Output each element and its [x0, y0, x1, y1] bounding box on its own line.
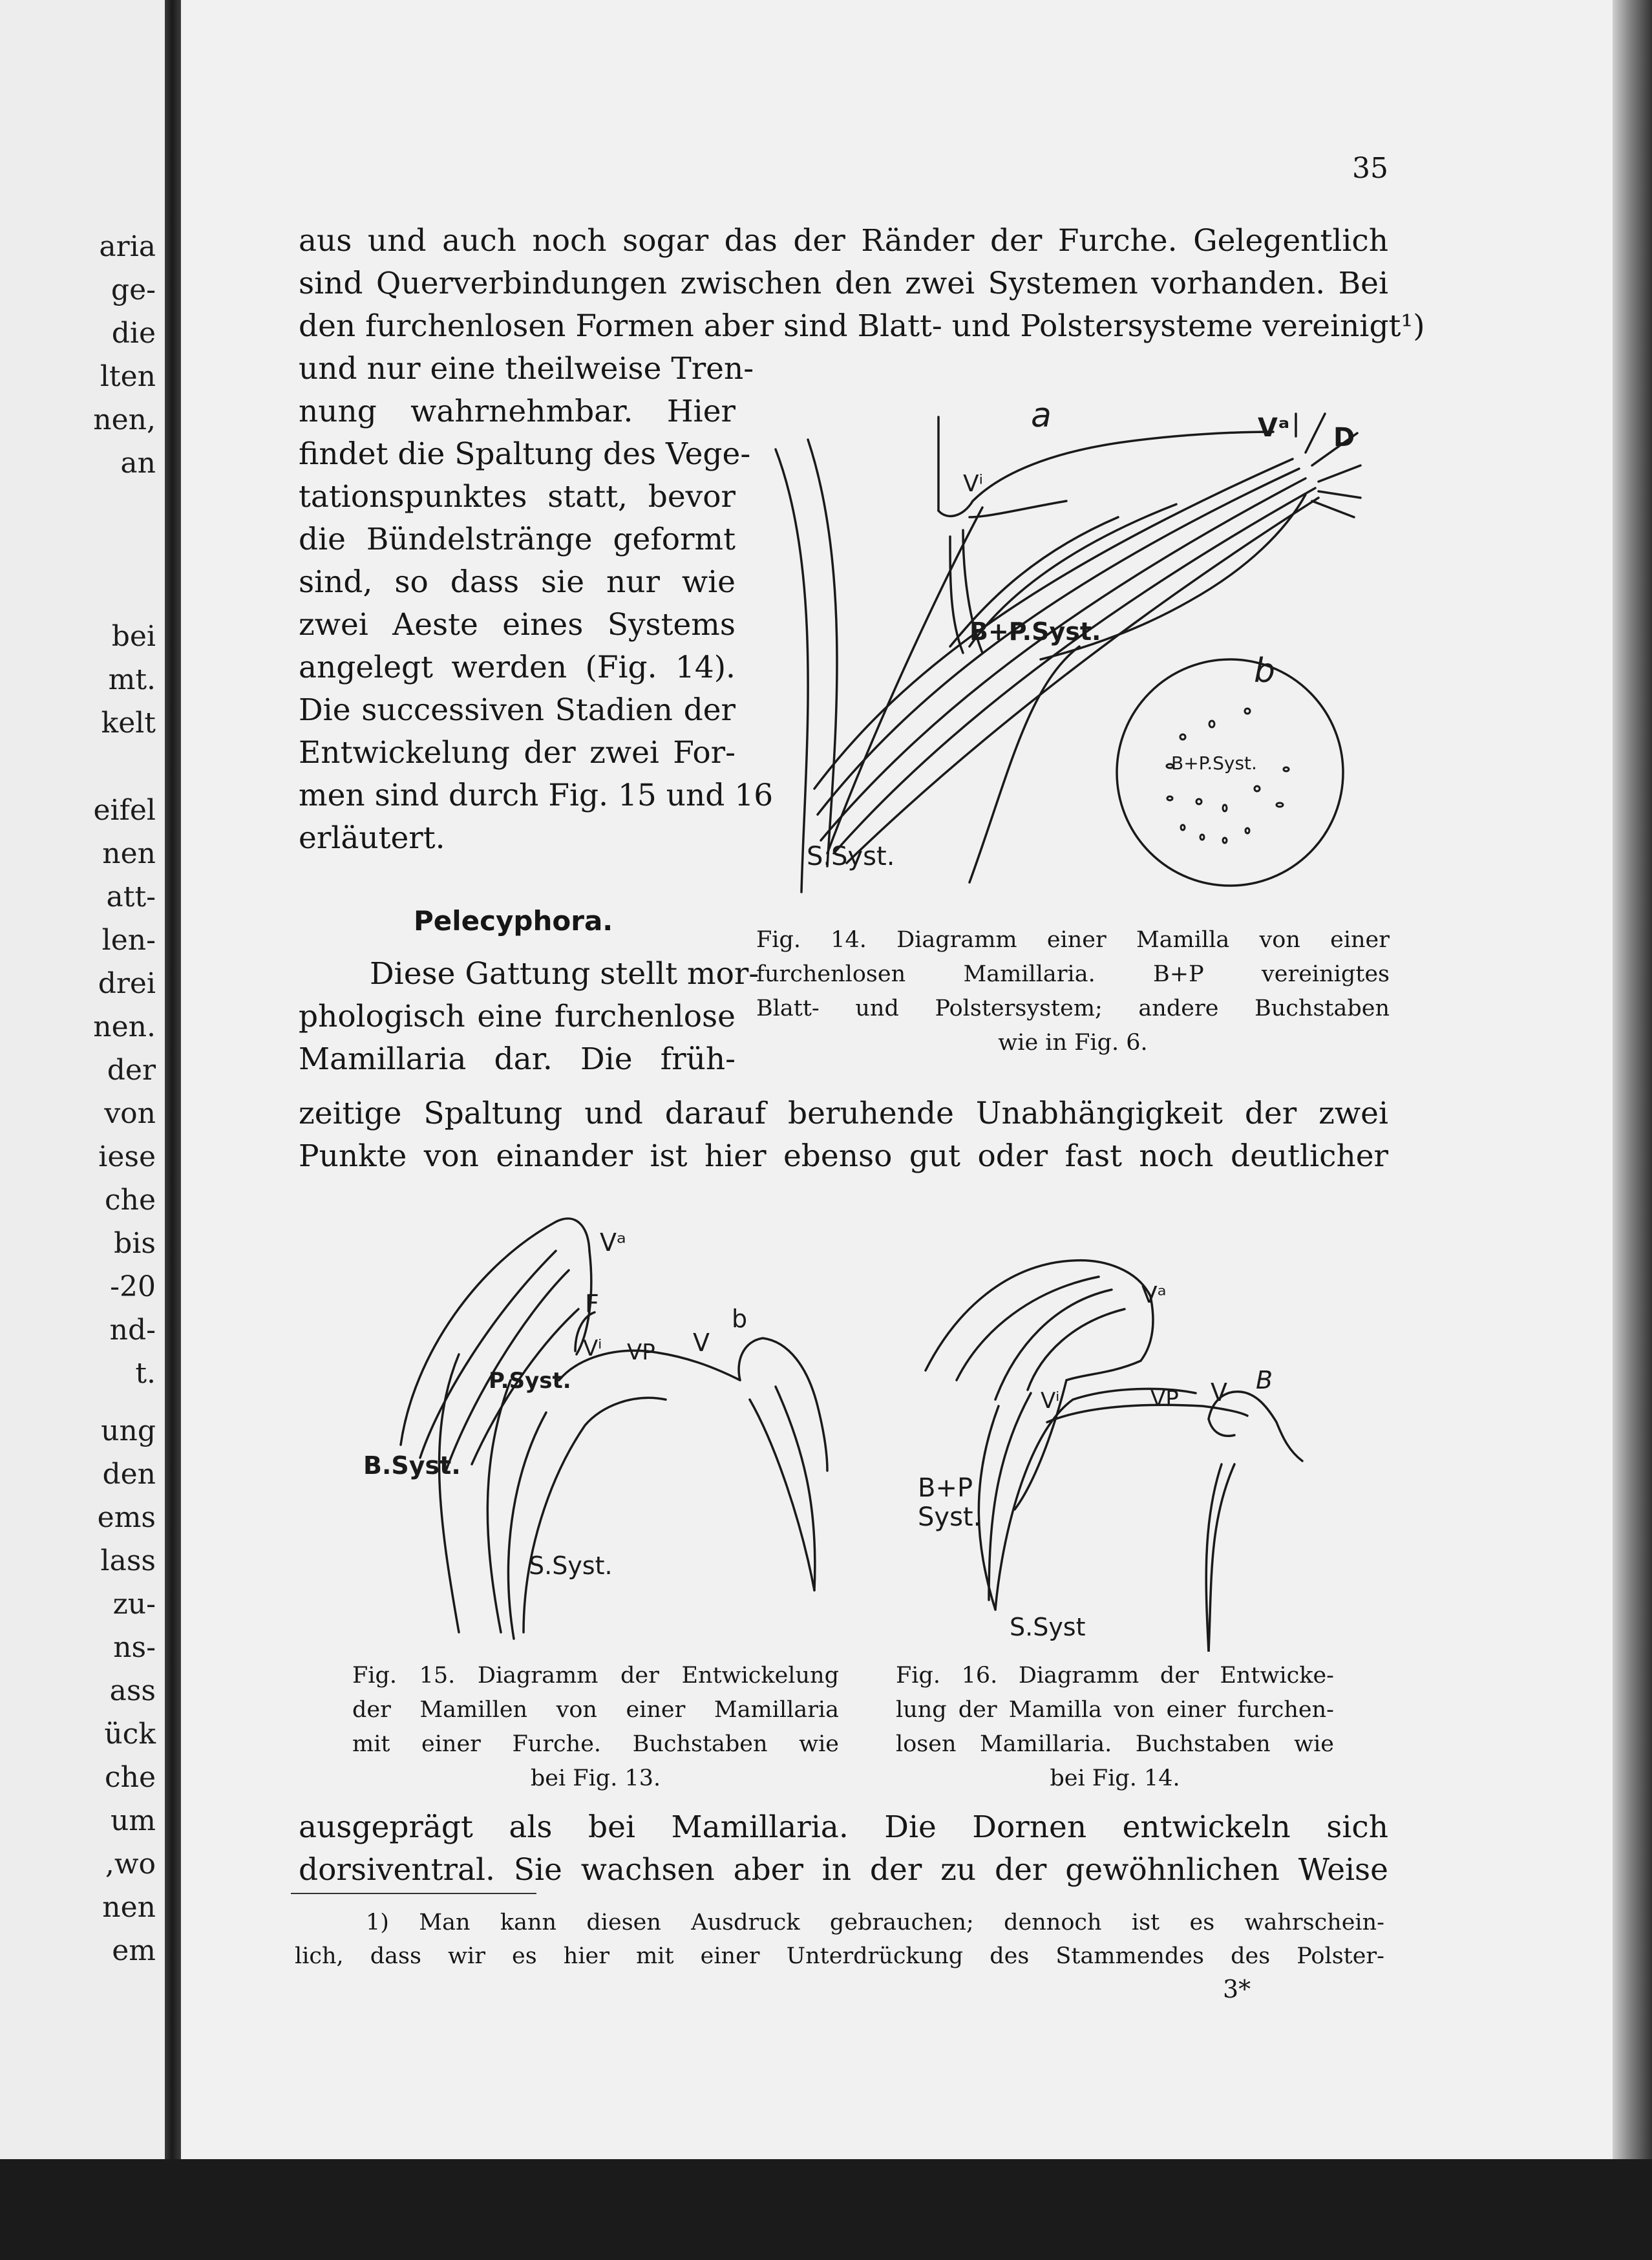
section-heading: Pelecyphora.: [414, 905, 613, 937]
figure-16-diagram: [918, 1251, 1383, 1652]
body-line: Entwickelung der zwei For-: [299, 735, 736, 771]
facing-page-fragment: lass: [100, 1544, 156, 1577]
facing-page-fragment: den: [102, 1458, 156, 1491]
facing-page-fragment: -20: [110, 1270, 156, 1303]
fig15-label-b: b: [732, 1305, 748, 1333]
scan-border: [0, 2159, 1652, 2260]
body-line: sind Querverbindungen zwischen den zwei Systemen vorhanden. Bei: [299, 266, 1388, 301]
facing-page-fragment: che: [104, 1184, 156, 1217]
fig14-label-a: a: [1031, 396, 1052, 435]
signature-mark: 3*: [1223, 1975, 1251, 2003]
fig14-label-bp: B+P.Syst.: [969, 617, 1101, 646]
fig16-label-vp: VP: [1150, 1386, 1179, 1412]
footnote-rule: [291, 1893, 536, 1894]
caption-line: bei Fig. 14.: [1050, 1765, 1180, 1791]
fig16-label-vi: Vⁱ: [1041, 1388, 1060, 1414]
facing-page-fragment: ge-: [111, 273, 156, 306]
fig16-label-s: S.Syst: [1010, 1613, 1086, 1641]
body-line: Diese Gattung stellt mor-: [370, 956, 759, 992]
fig15-label-p: P.Syst.: [489, 1368, 571, 1394]
body-line: zwei Aeste eines Systems: [299, 607, 736, 643]
footnote: [295, 1906, 1384, 1973]
facing-page-fragment: iese: [98, 1140, 156, 1173]
body-line: aus und auch noch sogar das der Ränder der Furche. Gelegentlich: [299, 223, 1388, 259]
facing-page-fragment: nen.: [93, 1010, 156, 1043]
fig14-label-vi: Vⁱ: [963, 471, 984, 497]
caption-line: Fig. 14. Diagramm einer Mamilla von einer: [756, 927, 1390, 953]
figure-15-diagram: [362, 1186, 853, 1652]
facing-page-fragment: von: [104, 1097, 156, 1130]
fig15-label-s: S.Syst.: [529, 1551, 613, 1580]
fig16-label-v: V: [1211, 1378, 1227, 1407]
facing-page-fragment: kelt: [101, 707, 156, 740]
body-line: tationspunktes statt, bevor: [299, 479, 736, 515]
page-number: 35: [1352, 152, 1388, 185]
facing-page-fragment: t.: [135, 1357, 156, 1390]
fig16-label-bp1: B+P: [918, 1473, 973, 1503]
footnote-line: 1) Man kann diesen Ausdruck gebrauchen; dennoch ist es wahrschein-: [366, 1910, 1384, 1935]
facing-page-fragment: mt.: [108, 663, 156, 696]
caption-line: wie in Fig. 6.: [998, 1030, 1148, 1056]
fig15-label-va: Vᵃ: [600, 1228, 626, 1257]
facing-page-fragment: die: [111, 317, 156, 350]
facing-page-fragment: zu-: [112, 1588, 156, 1621]
footnote-line: lich, dass wir es hier mit einer Unterdrückung des Stammendes des Polster-: [295, 1943, 1384, 1969]
fig16-label-bp2: Syst.: [918, 1502, 982, 1532]
facing-page-strip: [0, 0, 165, 2260]
body-line: men sind durch Fig. 15 und 16: [299, 778, 774, 813]
fig14-label-s: S.Syst.: [807, 842, 895, 871]
body-line: Die successiven Stadien der: [299, 692, 736, 728]
facing-page-fragment: bei: [111, 620, 156, 653]
body-line: den furchenlosen Formen aber sind Blatt- und Polstersysteme vereinigt¹): [299, 308, 1425, 344]
facing-page-fragment: an: [120, 447, 156, 480]
figure-14-caption: [756, 923, 1390, 1060]
body-line: zeitige Spaltung und darauf beruhende Unabhängigkeit der zwei: [299, 1096, 1388, 1131]
facing-page-fragment: ück: [104, 1718, 156, 1751]
facing-page-fragment: lten: [100, 360, 156, 393]
fig15-label-f: F: [585, 1290, 599, 1318]
body-line: Punkte von einander ist hier ebenso gut oder fast noch deutlicher: [299, 1138, 1388, 1174]
fig14-label-b: b: [1254, 652, 1276, 690]
body-line: und nur eine theilweise Tren-: [299, 351, 754, 387]
fig15-label-v: V: [693, 1328, 710, 1357]
facing-page-fragment: len-: [101, 924, 156, 957]
facing-page-fragment: ung: [101, 1414, 156, 1447]
facing-page-fragment: nen: [102, 837, 156, 870]
body-line: findet die Spaltung des Vege-: [299, 436, 751, 472]
fig15-label-vi: Vⁱ: [583, 1336, 602, 1361]
facing-page-fragment: um: [110, 1804, 156, 1837]
fig16-label-va: Vᵃ: [1141, 1282, 1167, 1308]
body-line: die Bündelstränge geformt: [299, 522, 736, 557]
facing-page-fragment: att-: [106, 880, 156, 913]
body-line: sind, so dass sie nur wie: [299, 564, 736, 600]
body-line: angelegt werden (Fig. 14).: [299, 650, 736, 685]
body-line: ausgeprägt als bei Mamillaria. Die Dornen entwickeln sich: [299, 1809, 1388, 1845]
caption-line: losen Mamillaria. Buchstaben wie: [896, 1731, 1334, 1757]
page-edge-shadow: [1613, 0, 1652, 2159]
body-line: phologisch eine furchenlose: [299, 999, 736, 1034]
caption-line: mit einer Furche. Buchstaben wie: [352, 1731, 839, 1757]
facing-page-fragment: der: [107, 1054, 156, 1087]
book-gutter: [165, 0, 181, 2260]
facing-page-fragment: ,wo: [105, 1848, 156, 1881]
figure-15-caption: [352, 1659, 839, 1796]
body-line: Mamillaria dar. Die früh-: [299, 1041, 736, 1077]
caption-line: der Mamillen von einer Mamillaria: [352, 1697, 839, 1723]
fig15-label-vp: VP: [627, 1339, 655, 1365]
facing-page-fragment: nen: [102, 1891, 156, 1924]
figure-16-caption: [896, 1659, 1334, 1796]
body-line: erläutert.: [299, 820, 445, 856]
caption-line: lung der Mamilla von einer furchen-: [896, 1697, 1334, 1723]
fig14-label-d: D: [1333, 423, 1355, 453]
facing-page-fragment: em: [112, 1934, 156, 1967]
facing-page-fragment: ns-: [113, 1631, 156, 1664]
body-line: nung wahrnehmbar. Hier: [299, 394, 736, 429]
facing-page-fragment: aria: [99, 230, 156, 263]
body-line: dorsiventral. Sie wachsen aber in der zu der gewöhnlichen Weise: [299, 1852, 1388, 1888]
facing-page-fragment: nen,: [93, 403, 156, 436]
facing-page-fragment: che: [104, 1761, 156, 1794]
fig16-label-b: B: [1256, 1366, 1273, 1394]
figure-14-diagram: [756, 362, 1396, 905]
fig14-label-va: Vᵃ: [1258, 413, 1290, 443]
fig15-label-bsyst: B.Syst.: [363, 1451, 461, 1480]
caption-line: furchenlosen Mamillaria. B+P vereinigtes: [756, 961, 1390, 987]
facing-page-fragment: nd-: [109, 1314, 156, 1347]
caption-line: bei Fig. 13.: [530, 1765, 661, 1791]
facing-page-fragment: ass: [109, 1674, 156, 1707]
facing-page-fragment: drei: [98, 967, 156, 1000]
facing-page-fragment: ems: [97, 1501, 156, 1534]
facing-page-fragment: eifel: [93, 794, 156, 827]
caption-line: Blatt- und Polstersystem; andere Buchstaben: [756, 996, 1390, 1021]
caption-line: Fig. 15. Diagramm der Entwickelung: [352, 1663, 839, 1689]
fig14-label-bp-inner: B+P.Syst.: [1171, 752, 1257, 774]
facing-page-fragment: bis: [114, 1227, 156, 1260]
caption-line: Fig. 16. Diagramm der Entwicke-: [896, 1663, 1334, 1689]
